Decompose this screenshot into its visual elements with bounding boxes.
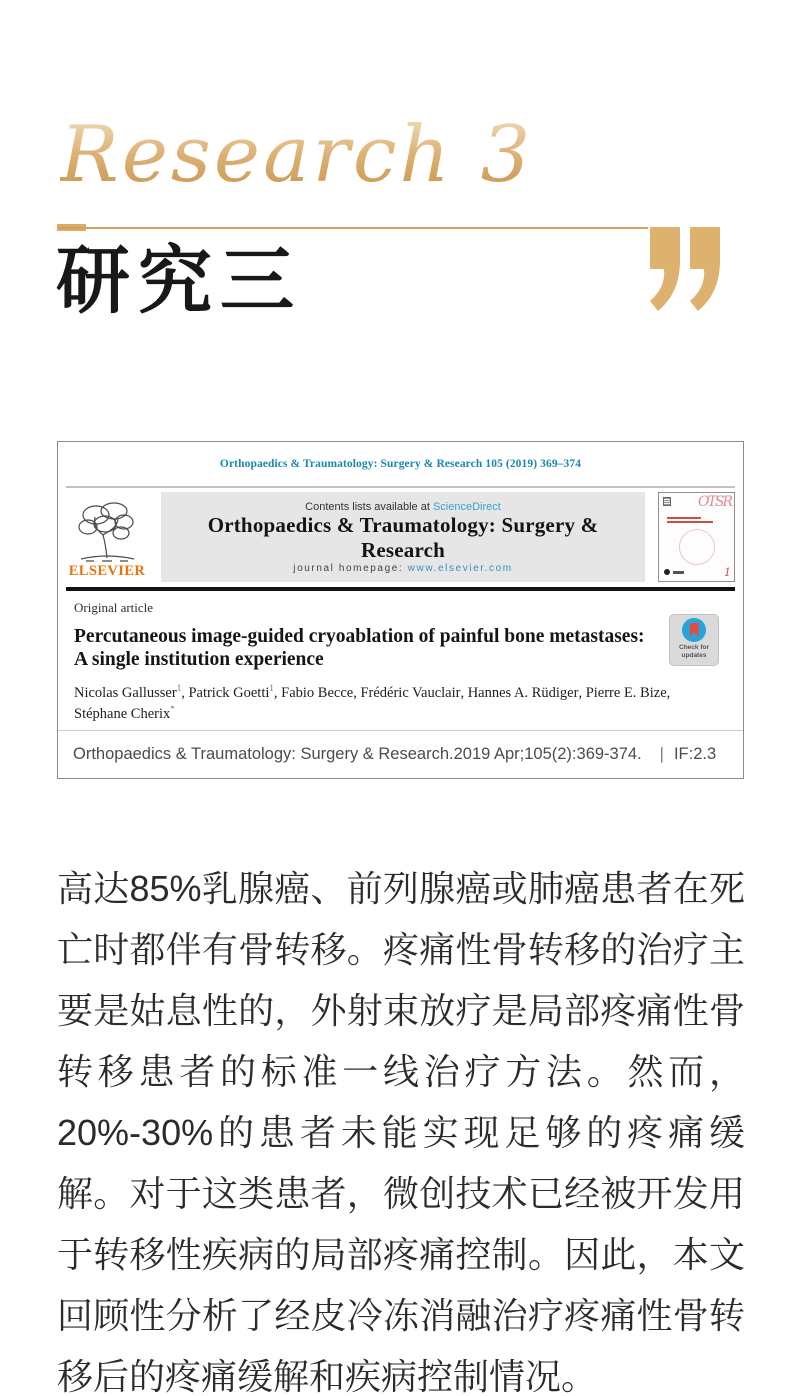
updates-circle-icon: [682, 618, 706, 642]
author-superscript: 1: [269, 683, 274, 693]
elsevier-homepage-link[interactable]: www.elsevier.com: [407, 563, 513, 574]
header-top-rule: [66, 486, 735, 488]
badge-label-line2: updates: [681, 652, 707, 660]
bookmark-ribbon-icon: [690, 623, 699, 637]
cover-mini-logo: [663, 497, 671, 506]
cover-title-bar: [667, 517, 701, 519]
closing-quote-icon: [650, 227, 723, 313]
article-title: Percutaneous image-guided cryoablation of painful bone metastases: A single institution experience: [74, 626, 645, 670]
hero-script-title: Research 3: [60, 110, 534, 200]
author: Fabio Becce ,: [281, 685, 360, 701]
author: Hannes A. Rüdiger ,: [468, 685, 586, 701]
badge-label: [672, 644, 716, 661]
article-type-label: Original article: [74, 600, 154, 615]
author-superscript: *: [170, 704, 175, 715]
cover-issue-number: 1: [724, 566, 731, 579]
cover-title-bar: [667, 521, 713, 523]
cover-masthead: OTSR: [698, 494, 731, 510]
gold-rule: [57, 227, 648, 229]
author: Stéphane Cherix*: [74, 704, 175, 722]
sciencedirect-link[interactable]: ScienceDirect: [432, 501, 501, 513]
elsevier-tree-icon: [76, 500, 138, 562]
citation-text: Orthopaedics & Traumatology: Surgery & Research.2019 Apr;105(2):369-374.: [73, 745, 642, 763]
badge-label-line1: Check for: [679, 644, 709, 651]
impact-factor: IF:2.3: [673, 745, 717, 763]
contents-line: [165, 501, 641, 513]
summary-paragraph: 高达85%乳腺癌、前列腺癌或肺癌患者在死亡时都伴有骨转移。疼痛性骨转移的治疗主要是姑息性的，外射束放疗是局部疼痛性骨转移患者的标准一线治疗方法。然而，20%-30%的患者未能实现足够的疼痛缓解。对于这类患者，微创技术已经被开发用于转移性疾病的局部疼痛控制。因此，本文回顾性分析了经皮冷冻消融治疗疼痛性骨转移后的疼痛缓解和疾病控制情况。: [57, 868, 745, 1396]
elsevier-logo: [66, 492, 148, 582]
author: Patrick Goetti$^1$ ,: [188, 685, 281, 701]
author: Frédéric Vauclair ,: [360, 685, 467, 701]
homepage-prefix: journal homepage:: [293, 563, 408, 574]
journal-header-row: [66, 492, 735, 582]
homepage-line: [165, 563, 641, 574]
check-for-updates-badge[interactable]: [669, 614, 719, 666]
elsevier-wordmark: ELSEVIER: [68, 563, 146, 579]
journal-banner: [161, 492, 645, 582]
author-superscript: 1: [176, 683, 182, 693]
journal-running-head: Orthopaedics & Traumatology: Surgery & Research 105 (2019) 369–374: [219, 458, 582, 470]
author: Nicolas Gallusser$^1$ ,: [74, 685, 188, 701]
paper-card: [57, 441, 744, 779]
cover-minibar: [673, 571, 684, 574]
author: Pierre E. Bize ,: [586, 685, 671, 701]
hero-cn-title: 研究三: [56, 241, 302, 323]
contents-prefix: Contents lists available at: [305, 501, 433, 513]
article-block: [58, 591, 743, 724]
citation-separator: |: [659, 745, 664, 763]
citation-footer: [58, 731, 743, 778]
journal-title: Orthopaedics & Traumatology: Surgery & Research: [207, 513, 599, 562]
cover-dot: [664, 569, 670, 575]
author-list: [74, 682, 674, 724]
journal-cover-thumbnail: [658, 492, 735, 582]
cover-sketch: [679, 529, 715, 565]
